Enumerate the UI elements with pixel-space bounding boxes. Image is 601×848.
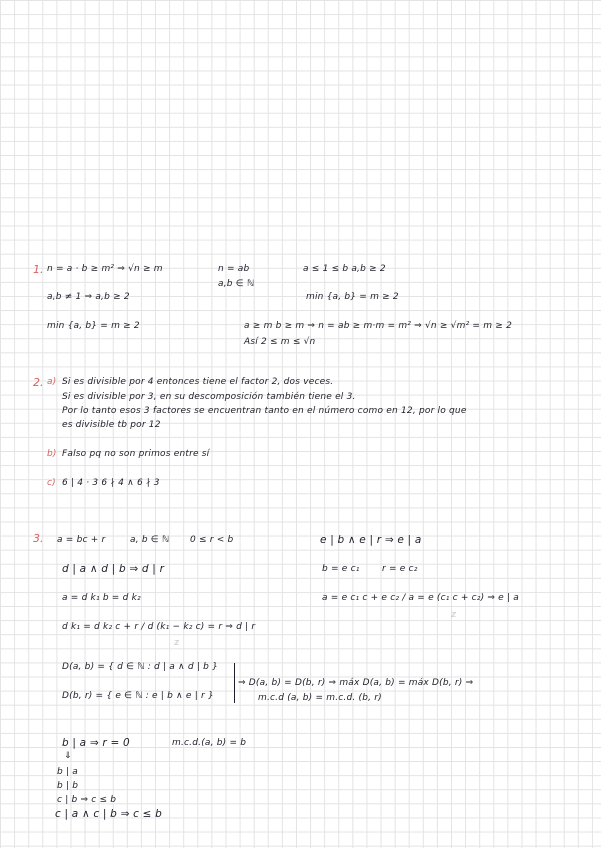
p1-line1a: n = a · b ≥ m² ⇒ √n ≥ m bbox=[47, 264, 163, 274]
p3-d4: m.c.d (a, b) = m.c.d. (b, r) bbox=[258, 693, 382, 703]
p1-line1b2: a,b ∈ ℕ bbox=[218, 279, 255, 289]
p3-e4: c | b ⇒ c ≤ b bbox=[57, 795, 117, 805]
p1-line1c: a ≤ 1 ≤ b a,b ≥ 2 bbox=[303, 264, 386, 274]
p1-line1b: n = ab bbox=[218, 264, 250, 274]
p3-l2a: d | a ∧ d | b ⇒ d | r bbox=[62, 563, 165, 575]
p2-a-line4: es divisible tb por 12 bbox=[62, 420, 161, 430]
p3-l1b: a, b ∈ ℕ bbox=[130, 535, 170, 545]
p3-l1c: 0 ≤ r < b bbox=[190, 535, 234, 545]
p2-a-line1: Si es divisible por 4 entonces tiene el factor 2, dos veces. bbox=[62, 377, 334, 387]
p3-l3a: a = d k₁ b = d k₂ bbox=[62, 593, 141, 603]
p3-l1a: a = bc + r bbox=[57, 535, 106, 545]
p3-e2: b | a bbox=[57, 767, 78, 777]
p3-e5: c | a ∧ c | b ⇒ c ≤ b bbox=[55, 808, 163, 820]
p2-b-text: Falso pq no son primos entre sí bbox=[62, 449, 210, 459]
p1-line3c: Así 2 ≤ m ≤ √n bbox=[244, 337, 316, 347]
p1-line3a: min {a, b} = m ≥ 2 bbox=[47, 321, 140, 331]
p3-d1: D(a, b) = { d ∈ ℕ : d | a ∧ d | b } bbox=[62, 662, 219, 672]
p3-e3: b | b bbox=[57, 781, 79, 791]
p2-a-line3: Por lo tanto esos 3 factores se encuentran tanto en el número como en 12, por lo que bbox=[62, 406, 467, 416]
p1-line2b: min {a, b} = m ≥ 2 bbox=[306, 292, 399, 302]
problem-1-number: 1. bbox=[33, 263, 44, 276]
p2-b-label: b) bbox=[47, 449, 57, 459]
p1-line2a: a,b ≠ 1 ⇒ a,b ≥ 2 bbox=[47, 292, 130, 302]
p2-c-label: c) bbox=[47, 478, 56, 488]
p3-d3: ⇒ D(a, b) = D(b, r) ⇒ máx D(a, b) = máx D(b, r) ⇒ bbox=[238, 678, 474, 688]
p3-l2b: b = e c₁ bbox=[322, 564, 360, 574]
p3-e1a: b | a ⇒ r = 0 bbox=[62, 737, 130, 749]
p3-l1d: e | b ∧ e | r ⇒ e | a bbox=[320, 534, 422, 546]
p3-z1: ℤ bbox=[451, 611, 457, 619]
implies-arrow: ⇓ bbox=[64, 751, 72, 761]
p3-l2c: r = e c₂ bbox=[382, 564, 418, 574]
p3-l4a: d k₁ = d k₂ c + r / d (k₁ − k₂ c) = r ⇒ d | r bbox=[62, 622, 256, 632]
p3-d2: D(b, r) = { e ∈ ℕ : e | b ∧ e | r } bbox=[62, 691, 214, 701]
p3-z2: ℤ bbox=[174, 639, 180, 647]
p3-e1b: m.c.d.(a, b) = b bbox=[172, 738, 247, 748]
p2-c-text: 6 | 4 · 3 6 ∤ 4 ∧ 6 ∤ 3 bbox=[62, 478, 160, 488]
p2-a-label: a) bbox=[47, 377, 57, 387]
problem-2-number: 2. bbox=[33, 376, 44, 389]
problem-3-number: 3. bbox=[33, 532, 44, 545]
p3-l3b: a = e c₁ c + e c₂ / a = e (c₁ c + c₂) ⇒ e | a bbox=[322, 593, 519, 603]
p2-a-line2: Si es divisible por 3, en su descomposición también tiene el 3. bbox=[62, 392, 356, 402]
p1-line3b: a ≥ m b ≥ m ⇒ n = ab ≥ m·m = m² ⇒ √n ≥ √m² = m ≥ 2 bbox=[244, 321, 512, 331]
brace-divider bbox=[234, 663, 235, 703]
